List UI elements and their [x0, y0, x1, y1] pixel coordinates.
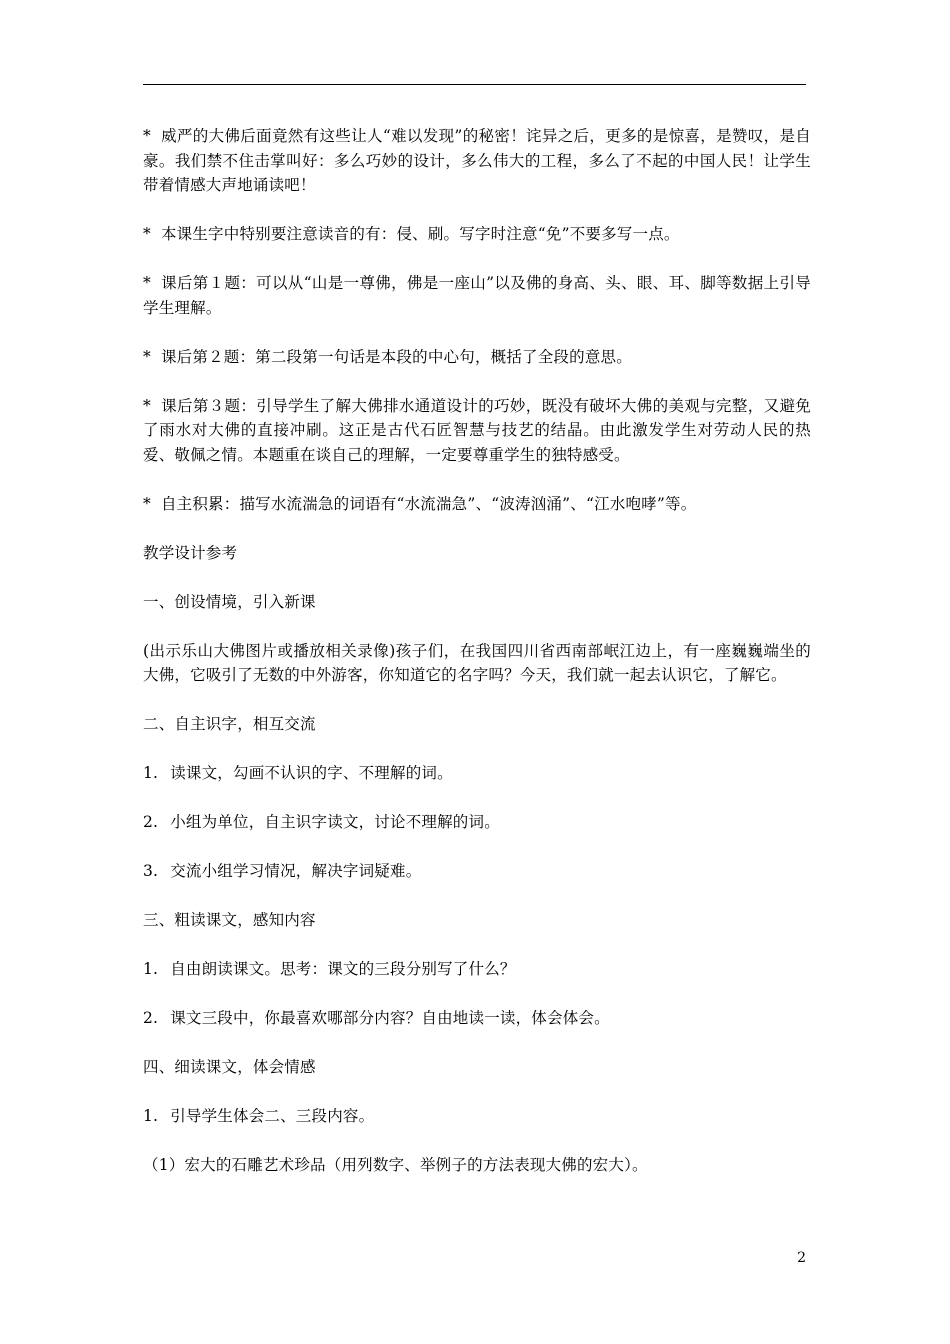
item-number: 2. — [143, 1009, 159, 1027]
item-text: 交流小组学习情况，解决字词疑难。 — [170, 862, 422, 880]
note-paragraph — [143, 492, 811, 517]
star-bullet: * — [143, 347, 151, 366]
star-bullet: * — [143, 494, 151, 513]
note-text: 本课生字中特别要注意读音的有：侵、刷。写字时注意“免”不要多写一点。 — [160, 225, 680, 243]
note-paragraph — [143, 222, 811, 247]
list-item — [143, 761, 811, 786]
section-heading: 四、细读课文，体会情感 — [143, 1058, 316, 1076]
star-bullet: * — [143, 225, 151, 243]
item-number: 1. — [143, 1107, 159, 1125]
sub-item: （1）宏大的石雕艺术珍品（用列数字、举例子的方法表现大佛的宏大）。 — [143, 1156, 648, 1174]
item-text: 引导学生体会二、三段内容。 — [170, 1107, 375, 1125]
note-text: 课后第３题：引导学生了解大佛排水通道设计的巧妙，既没有破坏大佛的美观与完整，又避免了雨水对大佛的直接冲刷。这正是古代石匠智慧与技艺的结晶。由此激发学生对劳动人民的热爱、敬佩之情。本题重在谈自己的理解，一定要尊重学生的独特感受。 — [143, 396, 811, 464]
note-text: 自主积累：描写水流湍急的词语有“水流湍急”、“波涛汹涌”、“江水咆哮”等。 — [160, 494, 697, 513]
star-bullet: * — [143, 396, 151, 415]
note-text: 课后第１题：可以从“山是一尊佛，佛是一座山”以及佛的身高、头、眼、耳、脚等数据上引导学生理解。 — [143, 274, 811, 317]
item-text: 自由朗读课文。思考：课文的三段分别写了什么？ — [170, 960, 516, 978]
item-number: 1. — [143, 764, 159, 782]
note-text: 课后第２题：第二段第一句话是本段的中心句，概括了全段的意思。 — [160, 347, 632, 366]
item-number: 3. — [143, 862, 159, 880]
section-heading: 二、自主识字，相互交流 — [143, 715, 316, 733]
star-bullet: * — [143, 127, 151, 145]
item-text: 课文三段中，你最喜欢哪部分内容？自由地读一读，体会体会。 — [170, 1009, 610, 1027]
note-paragraph — [143, 271, 811, 320]
item-number: 2. — [143, 813, 159, 831]
star-bullet: * — [143, 274, 151, 292]
note-paragraph — [143, 394, 811, 468]
document-body — [143, 124, 811, 1202]
list-item — [143, 859, 811, 884]
section-text: (出示乐山大佛图片或播放相关录像)孩子们，在我国四川省西南部岷江边上，有一座巍巍端坐的大佛，它吸引了无数的中外游客，你知道它的名字吗？今天，我们就一起去认识它，了解它。 — [143, 641, 811, 684]
item-number: 1. — [143, 960, 159, 978]
header-rule — [143, 84, 806, 85]
note-paragraph — [143, 124, 811, 198]
list-item — [143, 1104, 811, 1129]
list-item — [143, 1006, 811, 1031]
note-paragraph — [143, 345, 811, 370]
design-title: 教学设计参考 — [143, 543, 238, 562]
list-item — [143, 957, 811, 982]
note-text: 威严的大佛后面竟然有这些让人“难以发现”的秘密！诧异之后，更多的是惊喜，是赞叹，是自豪。我们禁不住击掌叫好：多么巧妙的设计，多么伟大的工程，多么了不起的中国人民！让学生带着情感大声地诵读吧！ — [143, 127, 811, 194]
section-heading: 一、创设情境，引入新课 — [143, 592, 316, 611]
section-heading: 三、粗读课文，感知内容 — [143, 911, 316, 929]
item-text: 小组为单位，自主识字读文，讨论不理解的词。 — [170, 813, 500, 831]
list-item — [143, 810, 811, 835]
item-text: 读课文，勾画不认识的字、不理解的词。 — [170, 764, 453, 782]
page-number: 2 — [797, 1250, 806, 1266]
